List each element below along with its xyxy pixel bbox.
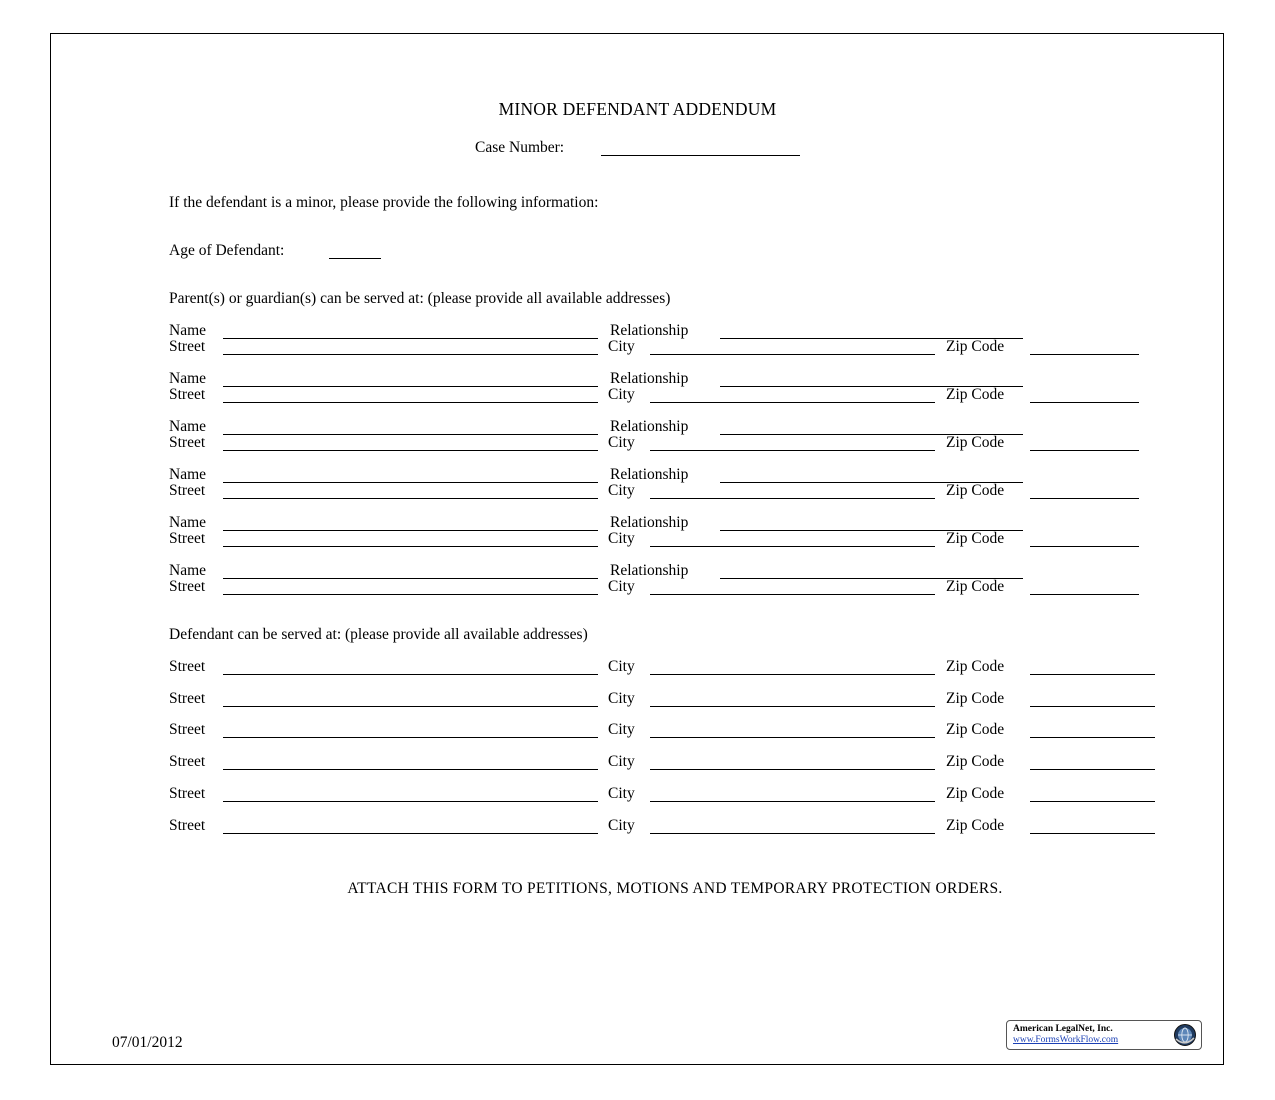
guardian-street-field[interactable] [223, 402, 598, 403]
guardian-name-field[interactable] [223, 338, 598, 339]
guardian-street-field[interactable] [223, 594, 598, 595]
defendant-city-label: City [608, 817, 635, 834]
defendant-street-field[interactable] [223, 833, 598, 834]
guardian-name-label: Name [169, 322, 207, 339]
guardian-street-label: Street [169, 482, 206, 499]
guardian-heading: Parent(s) or guardian(s) can be served at: (please provide all available addresses) [169, 290, 671, 307]
guardian-city-field[interactable] [650, 594, 935, 595]
guardian-city-field[interactable] [650, 546, 935, 547]
defendant-zip-field[interactable] [1030, 801, 1155, 802]
globe-icon [1173, 1023, 1197, 1047]
guardian-city-label: City [608, 338, 635, 355]
guardian-zip-field[interactable] [1030, 594, 1139, 595]
guardian-street-label: Street [169, 530, 206, 547]
defendant-city-label: City [608, 658, 635, 675]
guardian-city-field[interactable] [650, 402, 935, 403]
guardian-street-field[interactable] [223, 450, 598, 451]
defendant-zip-label: Zip Code [946, 753, 1005, 770]
guardian-name-label: Name [169, 514, 207, 531]
page-border [50, 33, 1224, 1065]
defendant-heading: Defendant can be served at: (please provide all available addresses) [169, 626, 588, 643]
guardian-name-label: Name [169, 418, 207, 435]
logo-company-name: American LegalNet, Inc. [1013, 1024, 1113, 1034]
guardian-name-field[interactable] [223, 578, 598, 579]
defendant-zip-field[interactable] [1030, 737, 1155, 738]
defendant-street-field[interactable] [223, 706, 598, 707]
guardian-zip-label: Zip Code [946, 386, 1005, 403]
guardian-street-field[interactable] [223, 498, 598, 499]
defendant-city-label: City [608, 721, 635, 738]
guardian-name-field[interactable] [223, 482, 598, 483]
guardian-zip-label: Zip Code [946, 338, 1005, 355]
defendant-zip-label: Zip Code [946, 817, 1005, 834]
guardian-city-label: City [608, 530, 635, 547]
guardian-zip-field[interactable] [1030, 498, 1139, 499]
defendant-city-label: City [608, 753, 635, 770]
defendant-street-label: Street [169, 721, 206, 738]
defendant-city-label: City [608, 785, 635, 802]
guardian-zip-label: Zip Code [946, 482, 1005, 499]
guardian-zip-label: Zip Code [946, 434, 1005, 451]
guardian-city-field[interactable] [650, 498, 935, 499]
guardian-name-label: Name [169, 562, 207, 579]
guardian-name-label: Name [169, 466, 207, 483]
guardian-street-label: Street [169, 338, 206, 355]
defendant-street-field[interactable] [223, 737, 598, 738]
guardian-relationship-label: Relationship [610, 466, 689, 483]
defendant-city-field[interactable] [650, 706, 935, 707]
defendant-street-label: Street [169, 817, 206, 834]
guardian-city-label: City [608, 578, 635, 595]
company-logo[interactable] [1006, 1020, 1202, 1050]
defendant-city-field[interactable] [650, 674, 935, 675]
guardian-relationship-label: Relationship [610, 322, 689, 339]
guardian-city-label: City [608, 386, 635, 403]
guardian-name-field[interactable] [223, 386, 598, 387]
defendant-city-field[interactable] [650, 801, 935, 802]
defendant-street-field[interactable] [223, 674, 598, 675]
guardian-name-label: Name [169, 370, 207, 387]
defendant-street-label: Street [169, 690, 206, 707]
guardian-relationship-label: Relationship [610, 418, 689, 435]
guardian-zip-label: Zip Code [946, 530, 1005, 547]
guardian-name-field[interactable] [223, 530, 598, 531]
form-title: MINOR DEFENDANT ADDENDUM [498, 99, 777, 119]
attach-notice: ATTACH THIS FORM TO PETITIONS, MOTIONS AND TEMPORARY PROTECTION ORDERS. [347, 880, 1003, 897]
guardian-name-field[interactable] [223, 434, 598, 435]
defendant-street-label: Street [169, 785, 206, 802]
defendant-street-label: Street [169, 753, 206, 770]
guardian-city-field[interactable] [650, 450, 935, 451]
defendant-zip-field[interactable] [1030, 833, 1155, 834]
defendant-zip-field[interactable] [1030, 706, 1155, 707]
guardian-city-label: City [608, 434, 635, 451]
defendant-zip-label: Zip Code [946, 721, 1005, 738]
defendant-city-label: City [608, 690, 635, 707]
defendant-city-field[interactable] [650, 833, 935, 834]
defendant-street-field[interactable] [223, 769, 598, 770]
logo-website-link[interactable]: www.FormsWorkFlow.com [1013, 1035, 1119, 1045]
age-field[interactable] [329, 258, 381, 259]
guardian-city-field[interactable] [650, 354, 935, 355]
defendant-street-field[interactable] [223, 801, 598, 802]
guardian-city-label: City [608, 482, 635, 499]
defendant-zip-field[interactable] [1030, 674, 1155, 675]
guardian-relationship-label: Relationship [610, 562, 689, 579]
guardian-street-label: Street [169, 434, 206, 451]
guardian-street-field[interactable] [223, 354, 598, 355]
instruction-text: If the defendant is a minor, please provide the following information: [169, 194, 599, 211]
guardian-relationship-label: Relationship [610, 370, 689, 387]
defendant-city-field[interactable] [650, 769, 935, 770]
guardian-street-label: Street [169, 578, 206, 595]
guardian-relationship-label: Relationship [610, 514, 689, 531]
defendant-city-field[interactable] [650, 737, 935, 738]
guardian-zip-field[interactable] [1030, 450, 1139, 451]
case-number-field[interactable] [601, 155, 800, 156]
case-number-label: Case Number: [475, 139, 565, 156]
guardian-street-field[interactable] [223, 546, 598, 547]
age-label: Age of Defendant: [169, 242, 285, 259]
defendant-zip-label: Zip Code [946, 785, 1005, 802]
defendant-zip-label: Zip Code [946, 658, 1005, 675]
guardian-zip-field[interactable] [1030, 354, 1139, 355]
guardian-zip-field[interactable] [1030, 402, 1139, 403]
guardian-zip-label: Zip Code [946, 578, 1005, 595]
guardian-zip-field[interactable] [1030, 546, 1139, 547]
form-date: 07/01/2012 [112, 1034, 183, 1051]
defendant-street-label: Street [169, 658, 206, 675]
defendant-zip-label: Zip Code [946, 690, 1005, 707]
defendant-zip-field[interactable] [1030, 769, 1155, 770]
guardian-street-label: Street [169, 386, 206, 403]
